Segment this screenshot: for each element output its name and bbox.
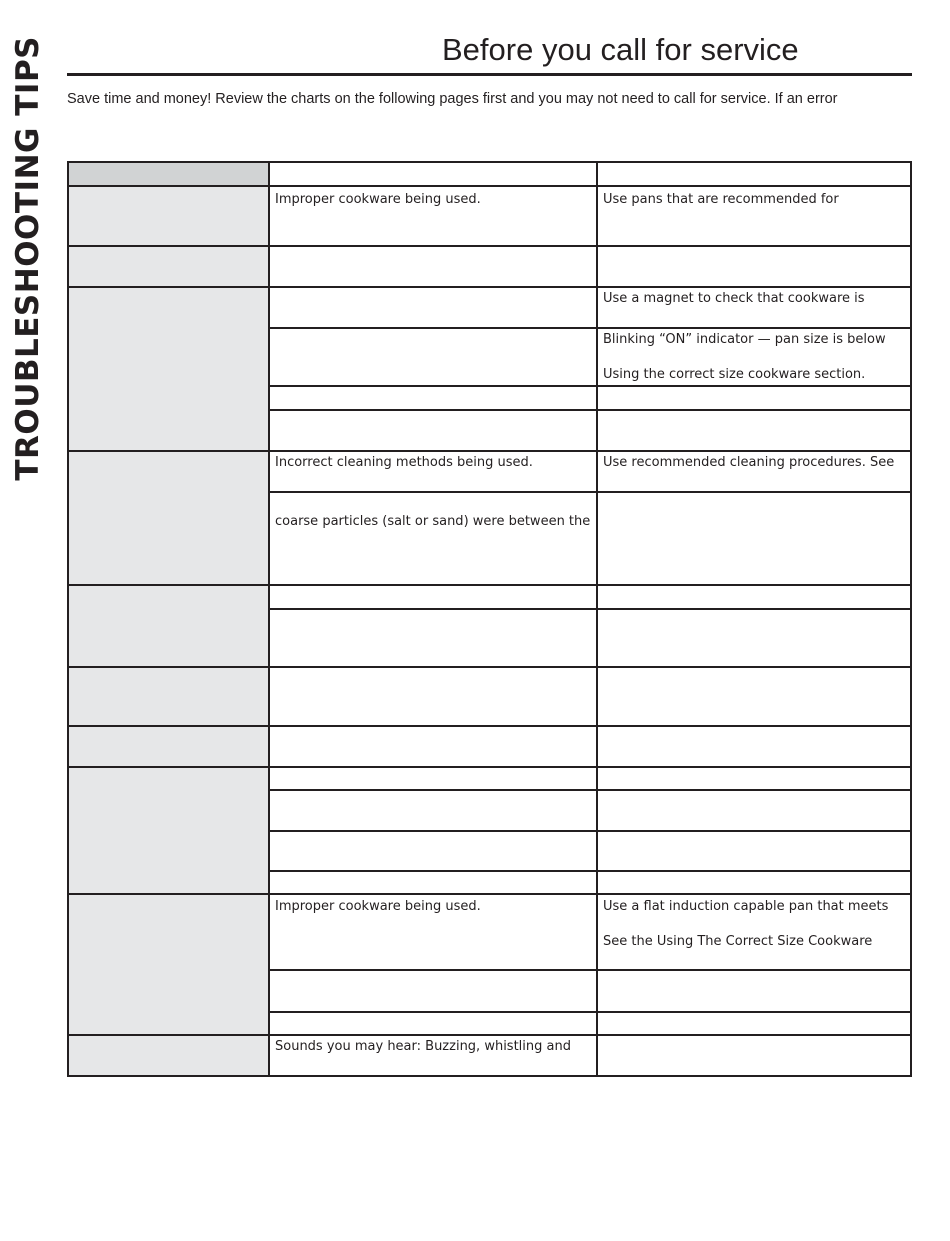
table-header-cell [67,161,269,186]
solution-cell: Blinking “ON” indicator — pan size is below [603,332,886,347]
table-row-border [67,185,912,187]
troubleshooting-table [67,161,912,1077]
table-subrow-border [268,608,912,610]
table-row-border [67,893,912,895]
table-row-border [67,1034,912,1036]
cause-cell: Sounds you may hear: Buzzing, whistling and [275,1039,571,1054]
table-subrow-border [268,969,912,971]
table-column-border [268,161,270,1077]
table-row-border [67,666,912,668]
page-title: Before you call for service [442,32,799,67]
table-row-border [67,766,912,768]
table-subrow-border [268,491,912,493]
table-row-border [67,1075,912,1077]
table-row-border [67,584,912,586]
cause-cell: Incorrect cleaning methods being used. [275,455,533,470]
cause-cell: Improper cookware being used. [275,192,481,207]
cause-cell: coarse particles (salt or sand) were between the [275,514,591,529]
cause-cell: Improper cookware being used. [275,899,481,914]
solution-cell: See the Using The Correct Size Cookware [603,934,873,949]
title-rule [67,73,912,76]
solution-cell: Use a flat induction capable pan that meets [603,899,889,914]
table-subrow-border [268,1011,912,1013]
table-row-border [67,725,912,727]
table-subrow-border [268,789,912,791]
table-row-border [67,450,912,452]
table-column-border [910,161,912,1077]
table-subrow-border [268,870,912,872]
table-row-border [67,161,912,163]
table-row-border [67,286,912,288]
table-row-border [67,245,912,247]
problem-column-background [67,161,269,1077]
solution-cell: Using the correct size cookware section. [603,367,866,382]
section-side-title: TROUBLESHOOTING TIPS [10,36,46,481]
table-subrow-border [268,830,912,832]
intro-paragraph: Save time and money! Review the charts on the following pages first and you may not need to call for service. If an error [67,91,838,107]
solution-cell: Use pans that are recommended for [603,192,839,207]
table-column-border [596,161,598,1077]
table-subrow-border [268,385,912,387]
table-subrow-border [268,409,912,411]
solution-cell: Use a magnet to check that cookware is [603,291,865,306]
table-column-border [67,161,69,1077]
table-subrow-border [268,327,912,329]
solution-cell: Use recommended cleaning procedures. See [603,455,895,470]
